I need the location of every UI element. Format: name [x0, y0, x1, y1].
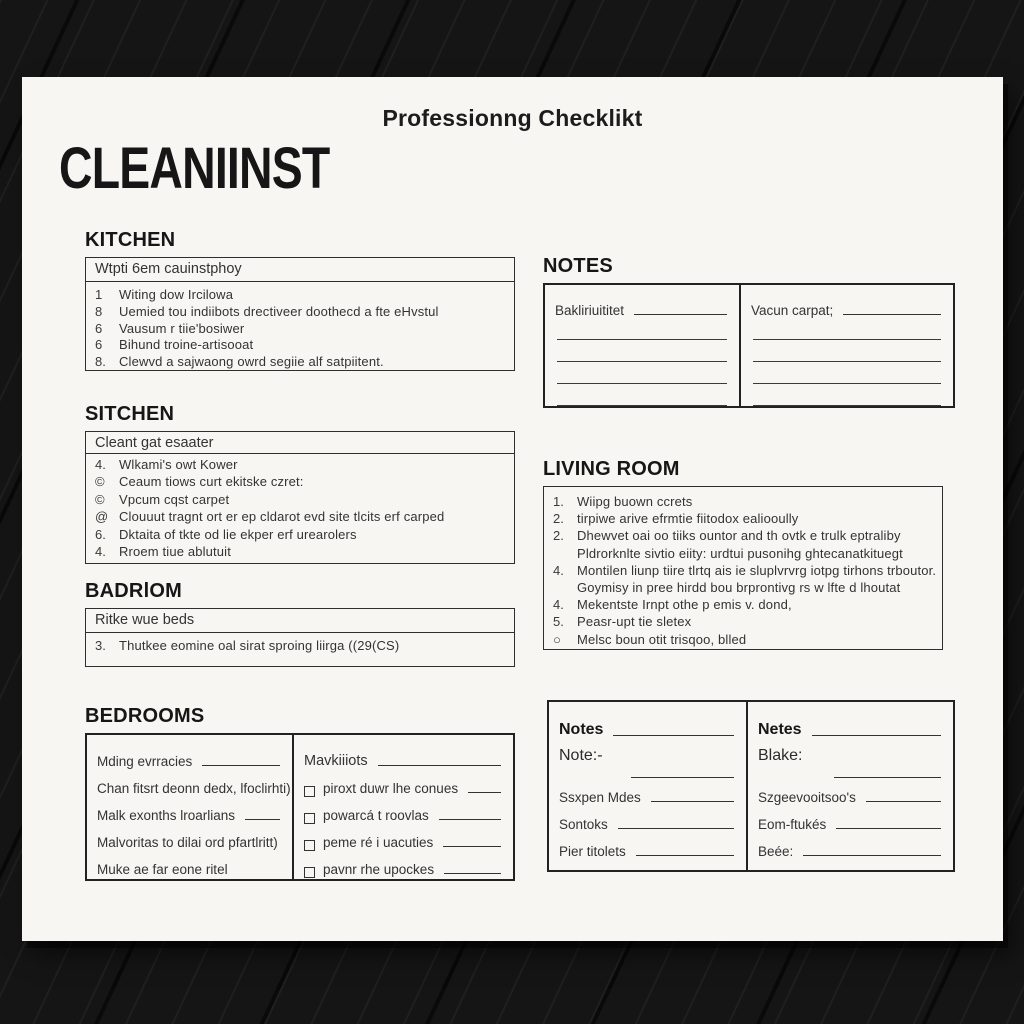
checkbox-icon: [304, 813, 315, 824]
item-text: Goymisy in pree hirdd bou brprontivg rs w lfte d lhoutat: [577, 579, 901, 595]
item-text: Montilen liunp tiire tlrtq ais ie sluplvrvrg iotpg tirhons trboutor.: [577, 562, 937, 578]
write-in-label: Szgeevooitsoo's: [758, 790, 856, 805]
checklist-item: [95, 457, 505, 474]
write-in-line: [378, 765, 501, 766]
checkbox-row: [304, 742, 503, 769]
item-text: Pldrorknlte sivtio eiity: urdtui pusonihg ghtecanatkituegt: [577, 545, 903, 561]
item-marker: 4.: [553, 562, 564, 578]
notes-bottom-left-cell: [549, 702, 746, 870]
item-marker: 6: [95, 337, 103, 353]
ruled-line: [557, 384, 727, 406]
write-in-line: [202, 765, 280, 766]
kitchen-list: [86, 282, 514, 374]
notes-card-header: Notes: [559, 721, 604, 738]
checklist-item: [95, 354, 505, 371]
item-marker: 6.: [95, 526, 106, 542]
write-in-line: [443, 846, 501, 847]
ruled-line: [557, 340, 727, 362]
checklist-item: [553, 511, 933, 528]
badriom-heading: BADRlOM: [85, 580, 182, 602]
ruled-line: [753, 362, 941, 384]
item-text: tirpiwe arive efrmtie fiitodox ealiooully: [577, 511, 799, 527]
living-room-list: [544, 487, 942, 652]
item-marker: 4.: [95, 457, 106, 472]
checkbox-label: piroxt duwr lhe conues: [323, 781, 459, 796]
checklist-item: [95, 638, 505, 658]
item-text: Wlkami's owt Kower: [119, 457, 238, 472]
section-notes-top: [543, 255, 955, 408]
checkbox-row: [304, 850, 503, 877]
checkbox-row: [304, 769, 503, 796]
sitchen-list: [86, 454, 514, 564]
write-in-row: [758, 747, 943, 763]
write-in-label: Sontoks: [559, 817, 608, 832]
checklist-item: [95, 337, 505, 354]
checklist-sheet: [22, 77, 1003, 941]
checkbox-label: pavnr rhe upockes: [323, 862, 435, 877]
notes-label-row: [555, 292, 729, 318]
write-in-line: [812, 735, 941, 736]
write-in-label: Malk exonths lroarlians: [97, 808, 236, 823]
notes-card-header-row: [559, 709, 736, 739]
section-kitchen: [85, 229, 515, 371]
checkbox-icon: [304, 840, 315, 851]
ruled-line: [557, 362, 727, 384]
item-marker: 5.: [553, 614, 564, 630]
write-in-line: [444, 873, 501, 874]
checkbox-label: powarcá t roovlas: [323, 808, 429, 823]
item-marker: ©: [95, 474, 105, 490]
write-in-label: Eom-ftukés: [758, 817, 827, 832]
write-in-row: [97, 796, 282, 823]
item-text: Vausum r tiie'bosiwer: [119, 320, 245, 336]
item-marker: ○: [553, 631, 561, 647]
item-marker: 6: [95, 320, 103, 336]
bedrooms-heading: BEDROOMS: [85, 705, 205, 727]
write-in-line: [245, 819, 280, 820]
ruled-line: [753, 318, 941, 340]
write-in-line: [439, 819, 501, 820]
notes-left-cell: [545, 285, 739, 406]
kitchen-subheader: Wtpti 6em cauinstphoy: [86, 258, 514, 282]
bedrooms-left-cell: [87, 735, 292, 879]
section-sitchen: [85, 403, 515, 564]
checklist-item: [95, 527, 505, 544]
write-in-label: Ssxpen Mdes: [559, 790, 641, 805]
item-text: Thutkee eomine oal sirat sproing liirga ((29(CS): [119, 638, 400, 653]
write-in-line: [618, 828, 734, 829]
living-room-box: [543, 486, 943, 650]
write-in-row: [97, 769, 291, 796]
badriom-subheader: Ritke wue beds: [86, 609, 514, 633]
write-in-line: [803, 855, 941, 856]
bedrooms-right-cell: [292, 735, 513, 879]
notes-label: Bakliriuititet: [555, 303, 625, 318]
write-in-line: [468, 792, 501, 793]
write-in-label: Note:-: [559, 747, 603, 764]
section-living-room: [543, 458, 943, 650]
write-in-line: [866, 801, 941, 802]
item-text: Wiipg buown ccrets: [577, 494, 693, 509]
notes-card-header-row: [758, 709, 943, 739]
write-in-label: Blake:: [758, 747, 803, 764]
item-marker: 2.: [553, 511, 564, 527]
item-text: Dhewvet oai oo tiiks ountor and th ovtk e trulk eptraliby: [577, 528, 901, 544]
item-text: Uemied tou indiibots drectiveer doothecd a fte eHvstul: [119, 303, 439, 319]
item-text: Witing dow Ircilowa: [119, 287, 234, 302]
item-text: Clouuut tragnt ort er ep cldarot evd site tlcits erf carped: [119, 509, 445, 525]
sitchen-subheader: Cleant gat esaater: [86, 432, 514, 454]
item-marker: 2.: [553, 528, 564, 544]
item-text: Ceaum tiows curt ekitske czret:: [119, 474, 304, 490]
write-in-row: [559, 832, 736, 859]
write-in-label: Mding evrracies: [97, 754, 193, 769]
write-in-row: [559, 805, 736, 832]
checklist-item: [553, 632, 933, 649]
write-in-row: [559, 778, 736, 805]
item-marker: 3.: [95, 638, 106, 653]
kitchen-box: [85, 257, 515, 371]
checklist-item: [95, 287, 505, 304]
sitchen-heading: SITCHEN: [85, 403, 175, 425]
checklist-item: [553, 494, 933, 511]
item-text: Clewvd a sajwaong owrd segiie alf satpiitent.: [119, 354, 384, 370]
item-marker: 8.: [95, 354, 106, 370]
write-in-line: [843, 314, 941, 315]
notes-bottom-table: [547, 700, 955, 872]
checkbox-icon: [304, 786, 315, 797]
write-in-line: [651, 801, 734, 802]
write-in-row: [758, 832, 943, 859]
write-in-row: [97, 850, 282, 877]
notes-bottom-right-cell: [746, 702, 953, 870]
ruled-line: [753, 384, 941, 406]
document-title: Professionng Checklikt: [382, 105, 643, 131]
notes-label-row: [751, 292, 943, 318]
notes-right-cell: [739, 285, 953, 406]
section-badriom: [85, 580, 515, 667]
write-in-label: Beée:: [758, 844, 794, 859]
notes-table: [543, 283, 955, 408]
write-in-row: [97, 823, 282, 850]
item-marker: 4.: [95, 543, 106, 559]
item-marker: 1: [95, 287, 103, 302]
checklist-item: [95, 509, 505, 526]
checklist-item: [553, 580, 933, 597]
item-text: Dktaita of tkte od lie ekper erf urearolers: [119, 526, 357, 542]
checklist-item: [95, 492, 505, 509]
checklist-item: [553, 546, 933, 563]
write-in-label: Malvoritas to dilai ord pfartlritt): [97, 835, 278, 850]
item-text: Vpcum cqst carpet: [119, 491, 230, 507]
checkbox-label: Mavkiiiots: [304, 753, 368, 769]
living-room-heading: LIVING ROOM: [543, 458, 680, 480]
checklist-item: [95, 321, 505, 338]
checklist-item: [95, 544, 505, 561]
badriom-box: [85, 608, 515, 667]
item-text: Rroem tiue ablutuit: [119, 543, 231, 559]
checkbox-icon: [304, 867, 315, 878]
item-text: Bihund troine-artisooat: [119, 337, 254, 353]
write-in-label: Muke ae far eone ritel: [97, 862, 228, 877]
write-in-line: [636, 855, 734, 856]
write-in-row: [758, 778, 943, 805]
notes-label: Vacun carpat;: [751, 303, 834, 318]
notes-card-header: Netes: [758, 721, 802, 738]
checklist-item: [553, 597, 933, 614]
brand-logo-text: CLEANIINST: [59, 136, 330, 201]
item-text: Melsc boun otit trisqoo, blled: [577, 631, 747, 647]
write-in-row: [559, 747, 736, 763]
write-in-line: [634, 314, 727, 315]
write-in-label: Pier titolets: [559, 844, 626, 859]
write-in-row: [97, 742, 282, 769]
item-marker: 4.: [553, 597, 564, 613]
section-notes-bottom: [547, 700, 955, 872]
write-in-line: [613, 735, 734, 736]
checklist-item: [553, 562, 937, 580]
checklist-item: [95, 304, 505, 321]
kitchen-heading: KITCHEN: [85, 229, 176, 251]
ruled-line: [557, 318, 727, 340]
sitchen-box: [85, 431, 515, 564]
item-marker: ©: [95, 491, 105, 507]
item-marker: 8: [95, 303, 103, 319]
bedrooms-table: [85, 733, 515, 881]
item-text: Peasr-upt tie sletex: [577, 614, 692, 630]
write-in-label: Chan fitsrt deonn dedx, lfoclirhti): [97, 781, 291, 796]
badriom-list: [86, 633, 514, 661]
ruled-line: [753, 340, 941, 362]
notes-heading: NOTES: [543, 255, 613, 277]
item-marker: 1.: [553, 494, 564, 509]
section-bedrooms: [85, 705, 515, 881]
item-marker: @: [95, 509, 109, 525]
checkbox-row: [304, 823, 503, 850]
write-in-row: [758, 805, 943, 832]
item-text: Mekentste Irnpt othe p emis v. dond,: [577, 597, 792, 613]
checklist-item: [553, 614, 933, 631]
checklist-item: [553, 528, 933, 545]
checklist-item: [95, 474, 505, 491]
write-in-line: [836, 828, 941, 829]
checkbox-row: [304, 796, 503, 823]
checkbox-label: peme ré i uacuties: [323, 835, 434, 850]
